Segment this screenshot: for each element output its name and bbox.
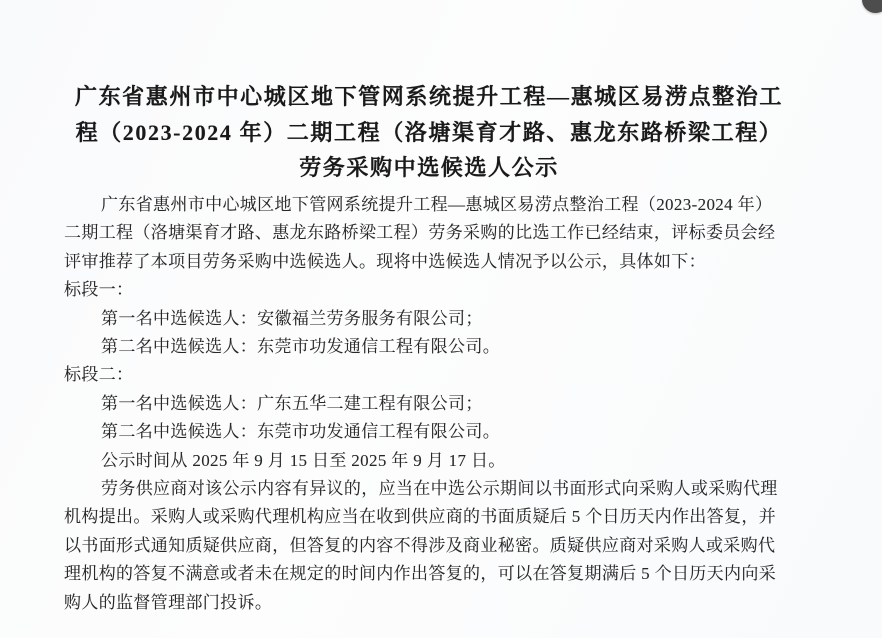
- objection-line-3: 以书面形式通知质疑供应商，但答复的内容不得涉及商业秘密。质疑供应商对采购人或采购代: [64, 535, 776, 555]
- objection-line-2: 机构提出。采购人或采购代理机构应当在收到供应商的书面质疑后 5 个日历天内作出答复，并: [64, 507, 777, 527]
- title-line-2: 程（2023-2024 年）二期工程（洛塘渠育才路、惠龙东路桥梁工程）: [75, 119, 783, 145]
- objection-line-5: 购人的监督管理部门投诉。: [64, 592, 273, 612]
- section-2-label: 标段二：: [64, 365, 134, 385]
- section-1-candidate-2: 第二名中选候选人：东莞市功发通信工程有限公司。: [101, 337, 501, 357]
- notice-body: [64, 191, 804, 617]
- notice-title: [64, 79, 794, 186]
- title-line-1: 广东省惠州市中心城区地下管网系统提升工程—惠城区易涝点整治工: [74, 84, 783, 109]
- objection-line-4: 理机构的答复不满意或者未在规定的时间内作出答复的，可以在答复期满后 5 个日历天内向采: [64, 564, 777, 584]
- section-1-label: 标段一：: [64, 280, 134, 300]
- section-2-candidate-2: 第二名中选候选人：东莞市功发通信工程有限公司。: [101, 422, 501, 442]
- intro-line-2: 二期工程（洛塘渠育才路、惠龙东路桥梁工程）劳务采购的比选工作已经结束，评标委员会经: [64, 223, 776, 243]
- objection-line-1: 劳务供应商对该公示内容有异议的，应当在中选公示期间以书面形式向采购人或采购代理: [101, 479, 778, 499]
- section-2-candidate-1: 第一名中选候选人：广东五华二建工程有限公司；: [101, 393, 483, 413]
- intro-line-3: 评审推荐了本项目劳务采购中选候选人。现将中选候选人情况予以公示，具体如下：: [64, 251, 706, 271]
- intro-line-1: 广东省惠州市中心城区地下管网系统提升工程—惠城区易涝点整治工程（2023-2024 年）: [101, 195, 773, 214]
- section-1-candidate-1: 第一名中选候选人：安徽福兰劳务服务有限公司；: [101, 308, 483, 328]
- floating-button-partial[interactable]: [862, 0, 882, 13]
- title-line-3: 劳务采购中选候选人公示: [299, 155, 559, 180]
- publicity-period: 公示时间从 2025 年 9 月 15 日至 2025 年 9 月 17 日。: [101, 450, 506, 470]
